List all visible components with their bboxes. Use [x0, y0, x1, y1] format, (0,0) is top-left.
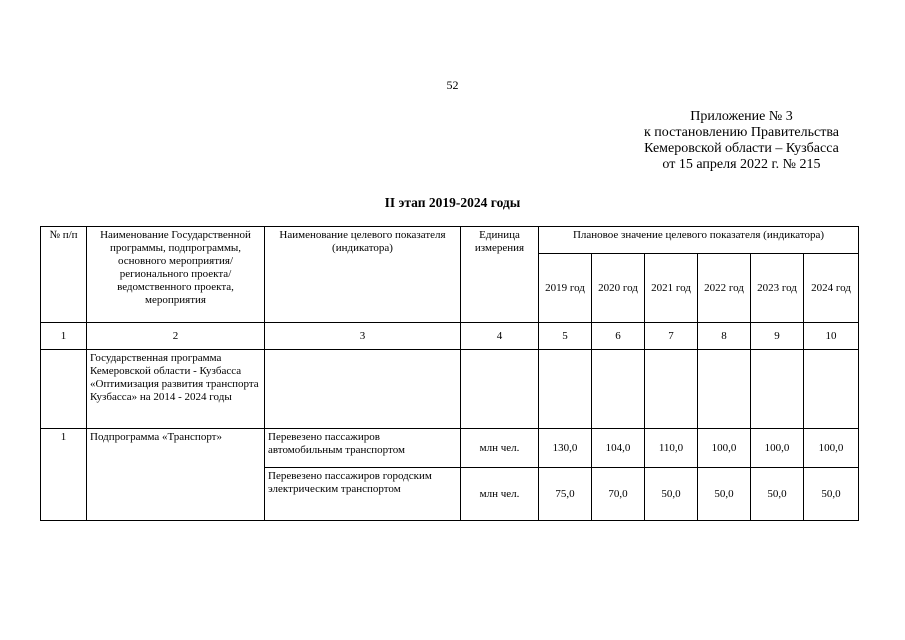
indicator-value: 130,0: [539, 429, 592, 468]
indicator-value: 100,0: [751, 429, 804, 468]
header-num: № п/п: [41, 227, 87, 323]
header-year: 2023 год: [751, 254, 804, 323]
appendix-line-4: от 15 апреля 2022 г. № 215: [662, 157, 821, 172]
subprogram-num: 1: [41, 429, 87, 521]
indicators-table: [40, 226, 859, 521]
indicator-value: 50,0: [804, 468, 859, 521]
column-number: 1: [41, 323, 87, 350]
empty-cell: [645, 350, 698, 429]
indicator-name: Перевезено пассажиров городским электрическим транспортом: [265, 468, 461, 521]
header-row-1: [41, 227, 859, 254]
empty-cell: [751, 350, 804, 429]
appendix-line-2: к постановлению Правительства: [643, 125, 839, 140]
header-indicator: Наименование целевого показателя (индикатора): [265, 227, 461, 323]
stage-title: II этап 2019-2024 годы: [384, 195, 521, 210]
subprogram-row-1: [41, 429, 859, 468]
empty-cell: [461, 350, 539, 429]
indicator-value: 50,0: [751, 468, 804, 521]
empty-cell: [592, 350, 645, 429]
empty-cell: [265, 350, 461, 429]
header-year: 2024 год: [804, 254, 859, 323]
column-number-row: [41, 323, 859, 350]
appendix-line-1: Приложение № 3: [690, 109, 793, 124]
column-number: 2: [87, 323, 265, 350]
header-year: 2022 год: [698, 254, 751, 323]
appendix-heading: [644, 109, 839, 173]
program-num-cell: [41, 350, 87, 429]
header-year: 2020 год: [592, 254, 645, 323]
header-planned: Плановое значение целевого показателя (индикатора): [539, 227, 859, 254]
indicator-value: 75,0: [539, 468, 592, 521]
empty-cell: [539, 350, 592, 429]
indicator-name: Перевезено пассажиров автомобильным транспортом: [265, 429, 461, 468]
column-number: 6: [592, 323, 645, 350]
header-name: Наименование Государственной программы, подпрограммы, основного мероприятия/регионального проекта/ведомственного проекта, мероприятия: [87, 227, 265, 323]
indicator-value: 104,0: [592, 429, 645, 468]
program-name: Государственная программа Кемеровской области - Кузбасса «Оптимизация развития транспорта Кузбасса» на 2014 - 2024 годы: [87, 350, 265, 429]
appendix-line-3: Кемеровской области – Кузбасса: [644, 141, 839, 156]
program-row: [41, 350, 859, 429]
indicator-value: 100,0: [698, 429, 751, 468]
indicator-unit: млн чел.: [461, 429, 539, 468]
header-year: 2021 год: [645, 254, 698, 323]
empty-cell: [698, 350, 751, 429]
indicator-value: 50,0: [698, 468, 751, 521]
indicator-value: 100,0: [804, 429, 859, 468]
subprogram-name: Подпрограмма «Транспорт»: [87, 429, 265, 521]
empty-cell: [804, 350, 859, 429]
page-number: 52: [446, 78, 459, 92]
column-number: 10: [804, 323, 859, 350]
indicator-value: 50,0: [645, 468, 698, 521]
column-number: 5: [539, 323, 592, 350]
column-number: 3: [265, 323, 461, 350]
indicator-value: 70,0: [592, 468, 645, 521]
header-year: 2019 год: [539, 254, 592, 323]
column-number: 4: [461, 323, 539, 350]
column-number: 8: [698, 323, 751, 350]
column-number: 7: [645, 323, 698, 350]
indicator-unit: млн чел.: [461, 468, 539, 521]
header-unit: Единица измерения: [461, 227, 539, 323]
indicator-value: 110,0: [645, 429, 698, 468]
column-number: 9: [751, 323, 804, 350]
